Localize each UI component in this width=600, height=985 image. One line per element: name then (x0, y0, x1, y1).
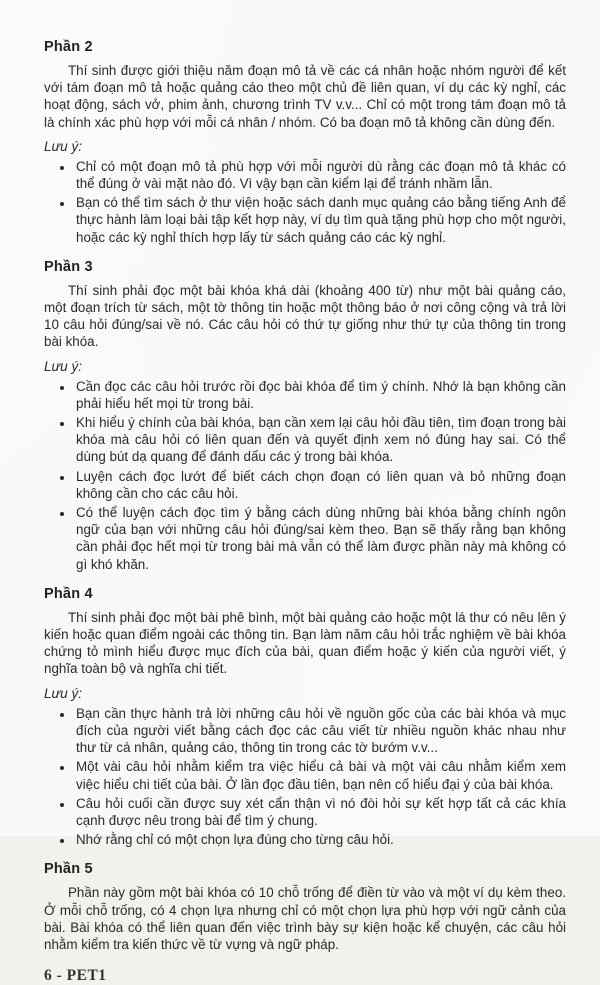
bullet-item: • Có thể luyện cách đọc tìm ý bằng cách dùng những bài khóa bằng chính ngôn ngữ của bạn với những câu hỏi đúng/sai kèm theo. Bạn sẽ thấy rằng bạn không cần phải đọc hết mọi từ trong bài mà vẫn có thể làm được phần này mà không có gì khó khăn. (74, 504, 566, 573)
note-label: Lưu ý: (44, 358, 83, 374)
bullet-list (44, 158, 566, 246)
section-paragraph: Thí sinh phải đọc một bài phê bình, một bài quảng cáo hoặc một lá thư có nêu lên ý kiến hoặc quan điểm ngoài các thông tin. Bạn làm năm câu hỏi trắc nghiệm về bài khóa chứng tỏ mình hiểu được mục đích của bài, quan điểm hoặc ý kiến của người viết, ý nghĩa toàn bộ và nghĩa chi tiết. (44, 609, 566, 677)
section-phan-4 (44, 586, 566, 848)
bullet-list (44, 378, 566, 573)
section-phan-5 (44, 861, 566, 953)
bullet-list (44, 705, 566, 849)
bullet-item: • Cần đọc các câu hỏi trước rồi đọc bài khóa để tìm ý chính. Nhớ là bạn không cần phải hiểu hết mọi từ trong bài. (74, 378, 566, 412)
section-heading: Phần 4 (44, 585, 93, 602)
bullet-item: • Bạn có thể tìm sách ở thư viện hoặc sách danh mục quảng cáo bằng tiếng Anh để thực hành làm loại bài tập kết hợp này, ví dụ tìm quà tặng phù hợp cho một người, hoặc các kỳ nghỉ thích hợp lấy từ sách quảng cáo các kỳ nghỉ. (74, 194, 566, 246)
section-paragraph: Thí sinh được giới thiệu năm đoạn mô tả về các cá nhân hoặc nhóm người để kết với tám đoạn mô tả hoặc quảng cáo theo một chủ đề liên quan, ví dụ các kỳ nghỉ, các hoạt động, sách vở, phim ảnh, chương trình TV v.v... Chỉ có một trong tám đoạn mô tả là chính xác phù hợp với mỗi cá nhân / nhóm. Có ba đoạn mô tả không cần dùng đến. (44, 63, 566, 130)
section-paragraph: Thí sinh phải đọc một bài khóa khá dài (khoảng 400 từ) như một bài quảng cáo, một đoạn trích từ sách, một tờ thông tin hoặc một thông báo ở nơi công cộng và trả lời 10 câu hỏi đúng/sai về nó. Các câu hỏi có thứ tự giống như thứ tự của thông tin trong bài khóa. (44, 282, 566, 350)
bullet-item: • Câu hỏi cuối cần được suy xét cẩn thận vì nó đòi hỏi sự kết hợp tất cả các khía cạnh được nêu trong bài để tìm ý chung. (74, 795, 566, 829)
page-number-footer: 6 - PET1 (44, 967, 107, 985)
section-heading: Phần 5 (44, 861, 93, 878)
bullet-item: • Luyện cách đọc lướt để biết cách chọn đoạn có liên quan và bỏ những đoạn không cần cho các câu hỏi. (74, 468, 566, 502)
bullet-item: • Khi hiểu ý chính của bài khóa, bạn cần xem lại câu hỏi đầu tiên, tìm đoạn trong bài khóa mà câu hỏi có liên quan đến và quyết định xem nó đúng hay sai. Có thể dùng bút dạ quang để đánh dấu các ý trong bài khóa. (74, 414, 566, 466)
note-label: Lưu ý: (44, 685, 83, 701)
bullet-item: • Bạn cần thực hành trả lời những câu hỏi về nguồn gốc của các bài khóa và mục đích của người viết bằng cách đọc các câu viết từ nhiều nguồn khác nhau như thư từ cá nhân, quảng cáo, thông tin trong các tờ bướm v.v... (74, 705, 566, 757)
section-heading: Phần 3 (44, 258, 93, 275)
section-phan-3 (44, 259, 566, 573)
section-heading: Phần 2 (44, 39, 93, 55)
bullet-item: • Chỉ có một đoạn mô tả phù hợp với mỗi người dù rằng các đoạn mô tả khác có thể đúng ở vài mặt nào đó. Vì vậy bạn cần kiểm lại để tránh nhầm lẫn. (74, 158, 566, 192)
bullet-item: • Nhớ rằng chỉ có một chọn lựa đúng cho từng câu hỏi. (74, 831, 566, 848)
bullet-item: • Một vài câu hỏi nhằm kiểm tra việc hiểu cả bài và một vài câu nhằm kiểm xem việc hiểu chi tiết của bài. Ở lần đọc đầu tiên, bạn nên cố hiểu đại ý của bài khóa. (74, 758, 566, 792)
section-paragraph: Phần này gồm một bài khóa có 10 chỗ trống để điền từ vào và một ví dụ kèm theo. Ở mỗi chỗ trống, có 4 chọn lựa nhưng chỉ có một chọn lựa phù hợp với ngữ cảnh của bài. Bài khóa có thể liên quan đến việc trình bày sự kiện hoặc kể chuyện, các câu hỏi nhằm kiểm tra kiến thức về từ vựng và ngữ pháp. (44, 885, 566, 952)
note-label: Lưu ý: (44, 138, 83, 154)
section-phan-2 (44, 39, 566, 246)
